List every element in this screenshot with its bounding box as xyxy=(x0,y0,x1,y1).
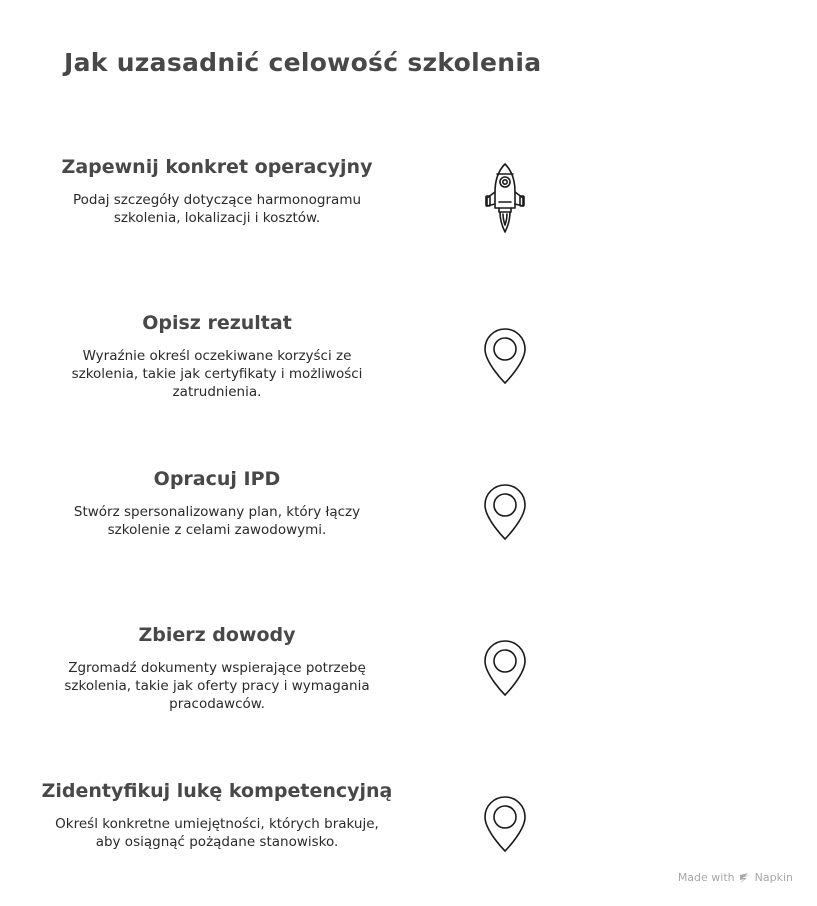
step-description xyxy=(30,191,404,227)
map-pin-icon xyxy=(482,326,528,386)
step-develop-ipd xyxy=(30,467,404,539)
step-title: Zbierz dowody xyxy=(138,624,296,646)
rocket-icon xyxy=(483,162,527,234)
map-pin-icon xyxy=(482,794,528,854)
step-gather-evidence xyxy=(30,623,404,713)
step-description-line: szkolenia, lokalizacji i kosztów. xyxy=(113,210,321,226)
step-title: Opracuj IPD xyxy=(153,468,281,490)
map-pin-icon xyxy=(482,482,528,542)
page-title: Jak uzasadnić celowość szkolenia xyxy=(64,48,542,77)
footer-brand-label: Napkin xyxy=(754,871,793,884)
step-title: Opisz rezultat xyxy=(142,312,292,334)
step-describe-result xyxy=(30,311,404,401)
step-description-line: Określ konkretne umiejętności, których brakuje, xyxy=(55,816,379,832)
step-operational-details xyxy=(30,155,404,227)
step-description-line: szkolenia, takie jak certyfikaty i możliwości xyxy=(71,366,363,382)
step-description-line: aby osiągnąć pożądane stanowisko. xyxy=(95,834,339,850)
step-description-line: szkolenie z celami zawodowymi. xyxy=(107,522,327,538)
step-description-line: Stwórz spersonalizowany plan, który łączy xyxy=(73,504,361,520)
made-with-napkin-footer[interactable] xyxy=(678,871,793,884)
step-description-line: Wyraźnie określ oczekiwane korzyści ze xyxy=(82,348,352,364)
step-description-line: Podaj szczegóły dotyczące harmonogramu xyxy=(72,192,362,208)
step-title: Zapewnij konkret operacyjny xyxy=(61,156,373,178)
step-description-line: szkolenia, takie jak oferty pracy i wymagania xyxy=(64,678,370,694)
step-description-line: Zgromadź dokumenty wspierające potrzebę xyxy=(68,660,366,676)
step-description-line: pracodawców. xyxy=(169,696,265,712)
step-identify-skill-gap xyxy=(30,779,404,851)
step-description xyxy=(30,503,404,539)
step-description-line: zatrudnienia. xyxy=(172,384,262,400)
step-description xyxy=(30,815,404,851)
napkin-logo-icon xyxy=(739,872,751,884)
footer-made-with-label: Made with xyxy=(677,871,735,884)
step-description xyxy=(30,659,404,713)
step-description xyxy=(30,347,404,401)
step-title: Zidentyfikuj lukę kompetencyjną xyxy=(41,780,393,802)
map-pin-icon xyxy=(482,638,528,698)
